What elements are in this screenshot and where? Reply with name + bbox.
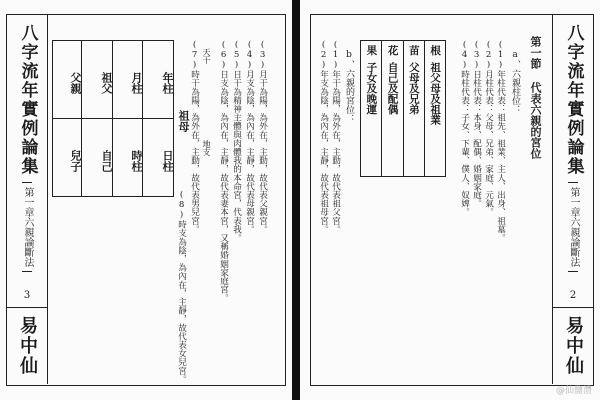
pillar-table	[52, 40, 174, 197]
pillar-value: 自己	[81, 119, 112, 196]
pillar-column-left	[52, 41, 112, 196]
text-line: (4)時柱代表：子女、下輩、僕人、奴婢。	[459, 40, 470, 217]
pillar-header: 月柱	[130, 71, 143, 94]
text-line: (8)時支為陰，為內在，主靜，故代表女兒宮。	[176, 190, 187, 384]
text-line: (3)月干為陽，為外在，主動，故代表父親宮。	[257, 40, 268, 234]
watermark: @仙鹽灃	[555, 386, 592, 396]
page-number: 2	[569, 290, 577, 301]
pillar-row-top	[113, 41, 173, 119]
section-title: 第一節 代表六親的宮位	[529, 36, 542, 159]
pillar-value: 祖父	[81, 41, 112, 118]
text-line: (7)時干為陽，為外在，主動，故代表男兒宮。	[189, 40, 200, 234]
pillar-value: 祖母	[177, 110, 190, 132]
table-head: 果	[365, 45, 378, 56]
right-side-band	[552, 14, 594, 384]
text-line: (2)年支為陰，為內在，主靜，故代表祖母宮。	[318, 40, 329, 234]
pillar-header: 年柱	[142, 41, 173, 118]
table-column	[403, 41, 424, 176]
pillar-header: 時柱	[130, 149, 143, 172]
book-title: 八字流年實例論集	[17, 24, 38, 176]
table-body: 父母及兄弟	[407, 61, 420, 114]
table-body: 子女及晚運	[365, 61, 378, 114]
book-gutter	[292, 0, 300, 400]
six-relations-table	[360, 40, 446, 177]
text-line: (5)日干為精神主體與肉體我的本命宮，代表我。	[231, 40, 242, 242]
left-page	[0, 0, 292, 400]
author-name: 易中仙	[17, 316, 38, 376]
pillar-value: 父親	[69, 71, 82, 94]
table-column	[361, 41, 381, 176]
table-column	[424, 41, 445, 176]
table-body: 自己及配偶	[386, 61, 399, 114]
pillar-column-right	[112, 41, 173, 196]
text-line: (2)月柱代表：父母、兄弟、家庭、元氣。	[483, 40, 494, 217]
text-line: (6)日支為陰，為內在，主靜，故代表妻本宮，又稱婚姻家庭宮。	[218, 40, 229, 303]
left-side-band	[6, 14, 48, 384]
pillar-row-bottom-values	[52, 119, 112, 196]
sub-heading-a: a、六親柱位：	[510, 50, 520, 114]
author-name: 易中仙	[563, 316, 584, 376]
pillar-row-top-values	[52, 41, 112, 119]
table-column	[381, 41, 402, 176]
book-title: 八字流年實例論集	[563, 24, 584, 176]
dizhi-label: 地支	[202, 140, 211, 156]
tiangan-label: 天干	[202, 48, 211, 64]
right-page	[300, 0, 600, 400]
text-line: (4)月支為陰，為內在，主靜，故代表母親宮。	[244, 40, 255, 234]
page-number: 3	[23, 290, 31, 301]
table-head: 苗	[407, 45, 420, 56]
chapter-title: 第一章六親論斷法	[22, 182, 32, 272]
sub-heading-b: b、六親的宮位：	[344, 50, 354, 123]
table-head: 根	[429, 45, 442, 56]
pillar-row-bottom	[113, 119, 173, 196]
text-line: (1)年柱代表：祖先、祖業、主人、出身、祖墓。	[495, 40, 506, 242]
text-line: (3)日柱代表：本身、配偶、婚姻家庭。	[471, 40, 482, 208]
text-line: (1)年干為陽，為外在，主動，故代表祖父宮。	[330, 40, 341, 234]
chapter-title: 第一章六親論斷法	[568, 182, 578, 272]
table-body: 祖父母及祖業	[429, 61, 442, 125]
table-head: 花	[386, 45, 399, 56]
pillar-value: 兒子	[69, 149, 82, 172]
pillar-header: 日柱	[142, 119, 173, 196]
